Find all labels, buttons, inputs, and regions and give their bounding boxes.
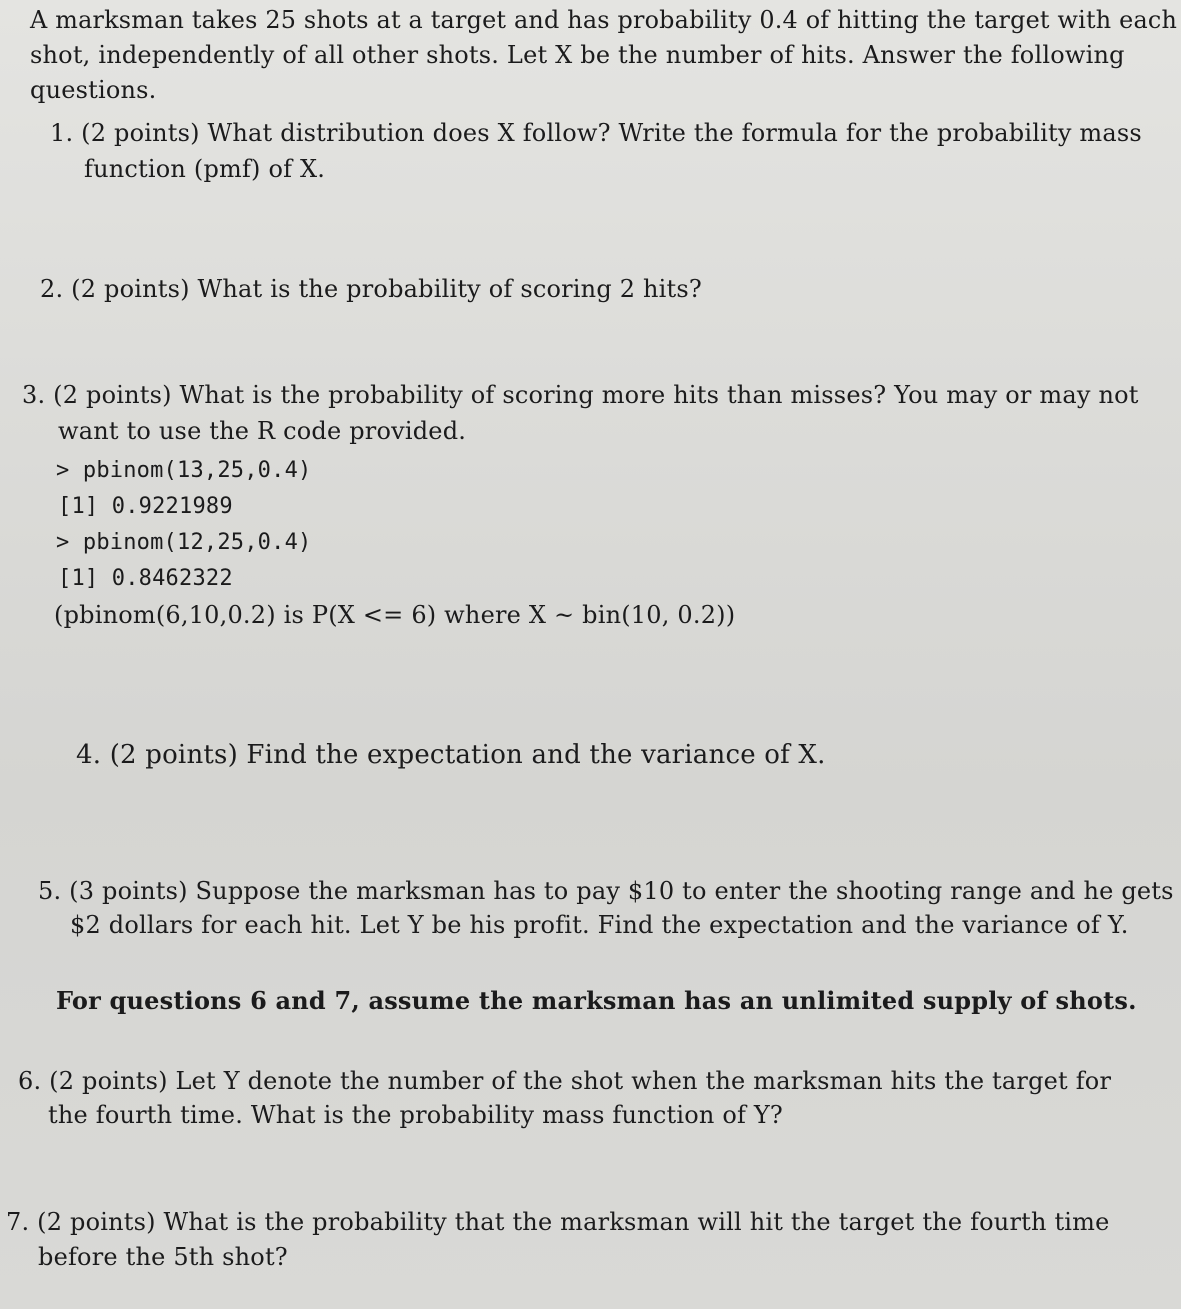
intro-line-2: shot, independently of all other shots. Let X be the number of hits. Answer the following <box>30 41 1125 69</box>
question-text: (2 points) What is the probability of scoring more hits than misses? You may or may not <box>53 381 1139 409</box>
r-code-line-1: > pbinom(13,25,0.4) <box>56 458 312 483</box>
question-text: (2 points) What is the probability of scoring 2 hits? <box>71 275 702 303</box>
question-5 <box>38 876 1174 906</box>
question-7-cont: before the 5th shot? <box>38 1243 288 1271</box>
question-number: 5. <box>38 877 62 905</box>
question-text: (2 points) What distribution does X follow? Write the formula for the probability mass <box>81 119 1142 147</box>
intro-line-1: A marksman takes 25 shots at a target and has probability 0.4 of hitting the target with each <box>30 6 1178 34</box>
question-number: 6. <box>18 1067 42 1095</box>
question-number: 7. <box>6 1208 30 1236</box>
question-5-cont: $2 dollars for each hit. Let Y be his profit. Find the expectation and the variance of Y. <box>70 911 1129 939</box>
question-1 <box>50 118 1142 148</box>
r-code-line-3: > pbinom(12,25,0.4) <box>56 530 312 555</box>
r-code-line-2: [1] 0.9221989 <box>58 494 233 519</box>
question-2 <box>40 274 702 304</box>
question-number: 2. <box>40 275 64 303</box>
question-text: (2 points) Find the expectation and the variance of X. <box>109 740 826 770</box>
r-code-note: (pbinom(6,10,0.2) is P(X <= 6) where X ~ bin(10, 0.2)) <box>54 601 736 629</box>
question-text: (2 points) Let Y denote the number of the shot when the marksman hits the target for <box>49 1067 1112 1095</box>
intro-line-3: questions. <box>30 76 157 104</box>
question-4 <box>76 740 826 770</box>
question-text: (2 points) What is the probability that the marksman will hit the target the fourth time <box>37 1208 1110 1236</box>
question-text: (3 points) Suppose the marksman has to pay $10 to enter the shooting range and he gets <box>69 877 1174 905</box>
question-3-cont: want to use the R code provided. <box>58 417 467 445</box>
question-6 <box>18 1066 1111 1096</box>
question-1-cont: function (pmf) of X. <box>84 155 326 183</box>
r-code-line-4: [1] 0.8462322 <box>58 566 233 591</box>
question-number: 1. <box>50 119 74 147</box>
question-6-cont: the fourth time. What is the probability mass function of Y? <box>48 1101 783 1129</box>
question-3 <box>22 380 1139 410</box>
question-number: 3. <box>22 381 46 409</box>
section-note: For questions 6 and 7, assume the marksman has an unlimited supply of shots. <box>56 986 1137 1015</box>
question-number: 4. <box>76 740 102 770</box>
question-7 <box>6 1207 1110 1237</box>
